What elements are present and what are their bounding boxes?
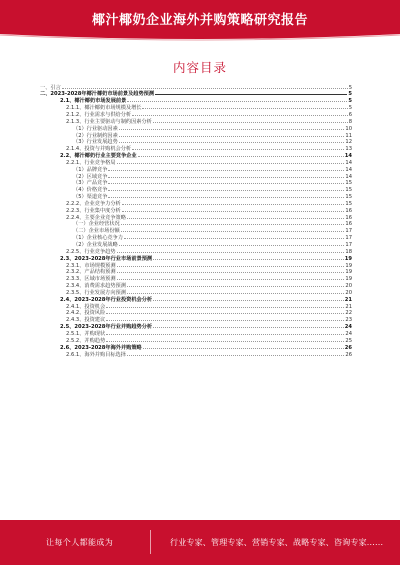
toc-leader-dots [127, 213, 345, 219]
toc-entry[interactable] [40, 97, 352, 104]
toc-entry-page: 8 [348, 118, 352, 125]
toc-leader-dots [119, 138, 345, 144]
toc-entry[interactable] [40, 288, 352, 295]
toc-entry-title: 2.6.1、海外并购目标选择 [66, 351, 126, 358]
toc-entry-page: 15 [345, 187, 352, 194]
toc-entry-title: 2.1、椰汁椰奶市场发展前景 [60, 98, 127, 105]
footer-tagline: 行业专家、管理专家、营销专家、战略专家、咨询专家...... [170, 538, 384, 547]
toc-entry-title: （1）行业驱动因素 [73, 125, 118, 132]
toc-entry[interactable] [40, 261, 352, 268]
toc-entry[interactable] [40, 117, 352, 124]
toc-leader-dots [153, 117, 348, 123]
toc-entry[interactable] [40, 254, 352, 261]
toc-entry-title: 2.4.3、投资建议 [66, 317, 106, 324]
toc-entry-title: 2.3.4、消费需求趋势预测 [66, 283, 126, 290]
toc-entry-title: （2）企业发展战略 [73, 242, 118, 248]
toc-entry-page: 15 [345, 200, 352, 207]
toc-entry-title: 2.4.2、投资风险 [66, 310, 106, 317]
toc-leader-dots [62, 83, 348, 89]
toc-entry-title: （4）价格竞争 [73, 187, 108, 194]
toc-entry-title: 2.4.1、投资机会 [66, 303, 106, 310]
toc-entry-title: 2.1.3、行业主要驱动与制约因素分析 [66, 118, 152, 125]
toc-entry-title: 2.6、2023-2028年海外并购策略 [60, 344, 142, 351]
toc-entry[interactable] [40, 110, 352, 117]
toc-entry-page: 25 [345, 337, 352, 344]
footer-banner [0, 520, 400, 565]
toc-entry[interactable] [40, 151, 352, 158]
toc-leader-dots [119, 131, 345, 137]
toc-entry-title: 2.3.3、区域市场预测 [66, 276, 116, 283]
toc-entry-page: 14 [345, 173, 352, 180]
toc-leader-dots [108, 179, 344, 185]
toc-leader-dots [153, 254, 344, 260]
toc-entry-title: 2.1.2、行业需求与供给分析 [66, 111, 132, 118]
toc-entry-page: 26 [345, 351, 352, 358]
toc-entry[interactable] [40, 268, 352, 275]
toc-entry-page: 23 [345, 317, 352, 324]
toc-entry-title: 2.5、2023-2028年行业并购趋势分析 [60, 324, 153, 331]
toc-entry-title: 2.3、2023-2028年行业市场前景预测 [60, 255, 153, 262]
toc-entry-page: 19 [345, 269, 352, 276]
toc-entry-title: 2.1.4、投资与并购机会分析 [66, 146, 132, 153]
toc-entry-page: 6 [348, 111, 352, 118]
toc-entry-page: 20 [345, 289, 352, 296]
toc-entry[interactable] [40, 316, 352, 323]
toc-entry-page: 16 [345, 221, 352, 228]
toc-leader-dots [122, 206, 345, 212]
toc-leader-dots [117, 158, 345, 164]
toc-entry-title: （1）企业核心竞争力 [73, 235, 123, 242]
toc-entry-page: 14 [344, 153, 352, 160]
toc-entry-page: 10 [345, 125, 352, 132]
toc-entry[interactable] [40, 206, 352, 213]
toc-entry[interactable] [40, 165, 352, 172]
toc-leader-dots [138, 151, 344, 157]
toc-entry-title: （3）产品竞争 [73, 180, 108, 187]
toc-entry-page: 20 [345, 283, 352, 290]
toc-entry[interactable] [40, 302, 352, 309]
toc-entry[interactable] [40, 350, 352, 357]
toc-entry[interactable] [40, 281, 352, 288]
toc-entry-title: （1）品牌竞争 [73, 166, 108, 173]
toc-entry[interactable] [40, 329, 352, 336]
toc-entry-title: （二）企业市场份额 [73, 228, 120, 235]
toc-entry-page: 5 [348, 105, 352, 112]
toc-entry-page: 19 [345, 276, 352, 283]
toc-leader-dots [121, 220, 345, 226]
toc-entry-title: 2.3.5、行业发展方向预测 [66, 289, 126, 296]
toc-leader-dots [153, 295, 344, 301]
toc-entry-page: 21 [345, 303, 352, 310]
toc-entry[interactable] [40, 309, 352, 316]
toc-entry-page: 5 [348, 84, 352, 91]
toc-leader-dots [127, 97, 347, 103]
toc-entry[interactable] [40, 124, 352, 131]
table-of-contents [40, 83, 352, 357]
toc-entry[interactable] [40, 83, 352, 90]
toc-entry-title: 2.5.1、并购现状 [66, 330, 106, 337]
toc-entry[interactable] [40, 104, 352, 111]
toc-entry-page: 17 [345, 235, 352, 242]
toc-leader-dots [132, 110, 348, 116]
toc-entry-title: 2.1.1、椰汁椰奶市场规模及增长 [66, 105, 142, 112]
header-swoosh-decoration [0, 30, 400, 42]
toc-entry[interactable] [40, 199, 352, 206]
toc-entry-page: 26 [344, 344, 352, 351]
toc-entry-page: 5 [348, 98, 352, 105]
toc-entry-title: 2.2.2、企业竞争力分析 [66, 200, 121, 207]
toc-leader-dots [106, 329, 344, 335]
toc-entry-page: 19 [345, 262, 352, 269]
toc-leader-dots [108, 186, 344, 192]
toc-entry-page: 13 [345, 146, 352, 153]
toc-entry[interactable] [40, 213, 352, 220]
toc-entry[interactable] [40, 234, 352, 241]
header-banner [0, 0, 400, 34]
toc-leader-dots [117, 261, 345, 267]
toc-entry-title: （2）区域竞争 [73, 173, 108, 180]
toc-entry-title: 2.2.4、主要企业竞争策略 [66, 214, 126, 221]
toc-entry-page: 12 [345, 139, 352, 146]
report-title: 椰汁椰奶企业海外并购策略研究报告 [91, 13, 308, 28]
toc-entry[interactable] [40, 247, 352, 254]
toc-leader-dots [117, 275, 345, 281]
toc-entry-page: 5 [348, 91, 352, 98]
toc-entry[interactable] [40, 186, 352, 193]
toc-entry-title: （2）行业制约因素 [73, 132, 118, 139]
toc-entry-page: 16 [345, 207, 352, 214]
toc-entry-title: 2.4、2023-2028年行业投资机会分析 [60, 296, 153, 303]
toc-entry-page: 16 [345, 214, 352, 221]
toc-entry-title: 2.2、椰汁椰奶行业主要竞争企业 [60, 153, 137, 160]
toc-leader-dots [108, 172, 344, 178]
toc-entry[interactable] [40, 179, 352, 186]
toc-entry-page: 15 [345, 180, 352, 187]
toc-entry[interactable] [40, 220, 352, 227]
toc-leader-dots [143, 343, 344, 349]
toc-leader-dots [142, 104, 347, 110]
toc-entry-title: （3）行业发展趋势 [73, 139, 118, 146]
toc-leader-dots [127, 281, 345, 287]
toc-entry-title: 2.3.2、产品结构预测 [66, 269, 116, 276]
toc-entry-title: （5）渠道竞争 [73, 194, 108, 201]
toc-entry-title: 2.5.2、并购趋势 [66, 337, 106, 344]
toc-entry-title: 一、引言 [40, 84, 61, 91]
toc-entry[interactable] [40, 145, 352, 152]
toc-leader-dots [106, 336, 344, 342]
toc-entry-page: 15 [345, 194, 352, 201]
toc-entry-page: 18 [345, 248, 352, 255]
toc-entry-page: 11 [345, 132, 352, 139]
toc-entry-title: （一）企业经营状况 [73, 221, 120, 228]
toc-leader-dots [117, 268, 345, 274]
toc-entry[interactable] [40, 131, 352, 138]
toc-entry[interactable] [40, 323, 352, 330]
toc-entry-page: 21 [344, 296, 352, 303]
toc-leader-dots [121, 227, 345, 233]
footer-divider [150, 530, 151, 554]
toc-entry-page: 14 [345, 159, 352, 166]
toc-entry-title: 2.2.1、行业竞争格局 [66, 159, 116, 166]
toc-leader-dots [119, 240, 345, 246]
toc-entry-title: 2.2.3、行业集中度分析 [66, 207, 121, 214]
toc-entry[interactable] [40, 295, 352, 302]
toc-leader-dots [124, 234, 344, 240]
footer-slogan: 让每个人都能成为 [46, 538, 114, 547]
toc-entry[interactable] [40, 227, 352, 234]
toc-entry-title: 2.2.5、行业竞争趋势 [66, 248, 116, 255]
toc-heading: 内容目录 [172, 60, 227, 75]
toc-entry[interactable] [40, 336, 352, 343]
toc-leader-dots [108, 165, 344, 171]
toc-entry[interactable] [40, 343, 352, 350]
toc-entry[interactable] [40, 138, 352, 145]
toc-leader-dots [132, 145, 344, 151]
toc-leader-dots [127, 288, 345, 294]
toc-leader-dots [106, 309, 344, 315]
toc-leader-dots [117, 247, 345, 253]
toc-entry[interactable] [40, 275, 352, 282]
toc-leader-dots [106, 316, 344, 322]
toc-entry-title: 2.3.1、市场规模预测 [66, 262, 116, 269]
toc-leader-dots [119, 124, 345, 130]
toc-entry-page: 17 [345, 242, 352, 248]
toc-entry-page: 14 [345, 166, 352, 173]
toc-entry-page: 17 [345, 228, 352, 235]
toc-leader-dots [122, 199, 345, 205]
toc-leader-dots [153, 323, 344, 329]
toc-entry-page: 24 [344, 324, 352, 331]
toc-entry-title: 二、2023-2028年椰汁椰奶市场前景及趋势预测 [40, 91, 155, 98]
toc-entry[interactable] [40, 240, 352, 247]
toc-entry-page: 19 [344, 255, 352, 262]
toc-entry-page: 24 [345, 330, 352, 337]
toc-entry[interactable] [40, 193, 352, 200]
toc-entry[interactable] [40, 158, 352, 165]
toc-leader-dots [106, 302, 344, 308]
toc-entry[interactable] [40, 90, 352, 97]
toc-leader-dots [155, 90, 347, 96]
toc-entry-page: 22 [345, 310, 352, 317]
toc-leader-dots [127, 350, 345, 356]
toc-leader-dots [108, 193, 344, 199]
toc-entry[interactable] [40, 172, 352, 179]
